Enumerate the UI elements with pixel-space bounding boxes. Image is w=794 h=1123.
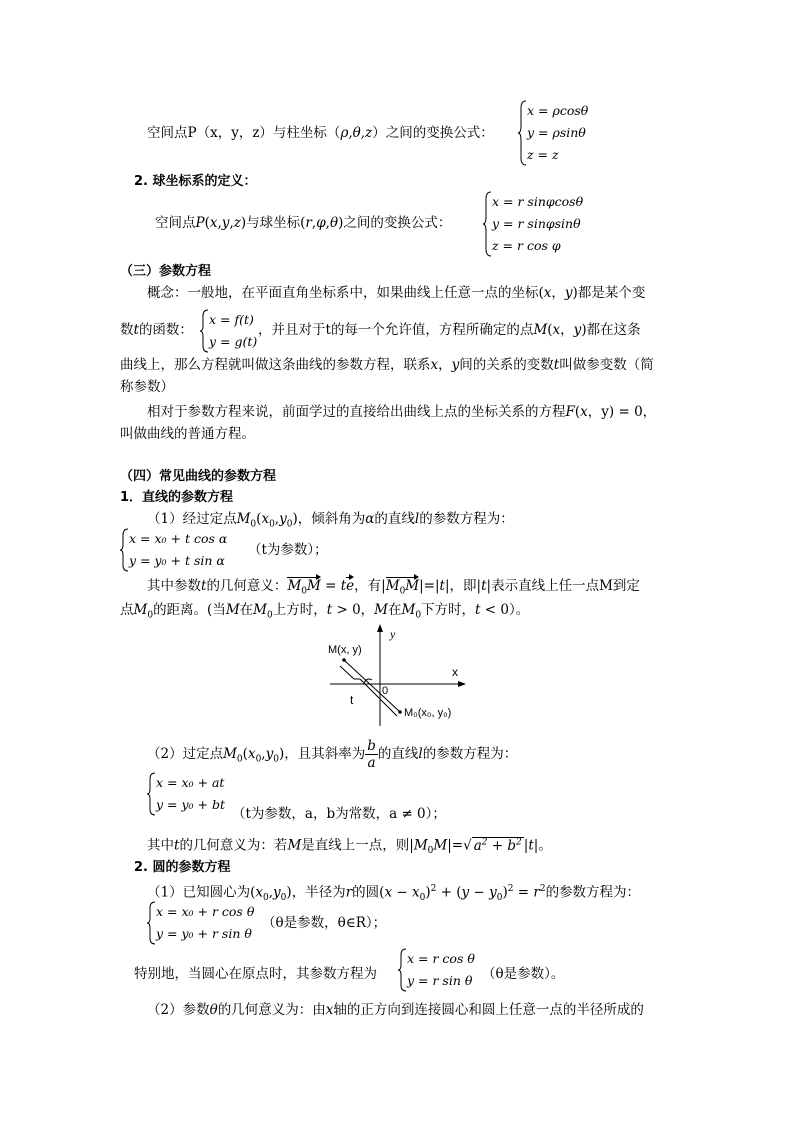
slope-fraction: $\frac{b}{a}$ (367, 738, 376, 771)
concept-l2e: 都在这条 (586, 322, 641, 338)
line2-d: 的参数方程为： (422, 746, 518, 762)
line1-system (120, 528, 260, 572)
circle1-system (147, 901, 267, 945)
line1-d: 的参数方程为： (419, 511, 514, 527)
circle1-row-y: y = y₀ + r sin θ (156, 926, 252, 941)
meaning-line2: 点$M_0$的距离。(当M在$M_0$上方时，t > 0，M在$M_0$下方时，t < 0）。 (120, 602, 530, 621)
meaning2-c: 是直线上一点，则 (301, 837, 410, 854)
sph-row-x: x = r sinφcosθ (492, 194, 584, 209)
line2-a: （2）过定点 (147, 746, 224, 762)
meaning-l2d: 上方时， (272, 602, 327, 618)
general-line1: 相对于参数方程来说，前面学过的直接给出曲线上点的坐标关系的方程F(x，y) = 0， (147, 404, 657, 420)
line1-b: ，倾斜角为 (297, 511, 366, 527)
line1-row-x: x = x₀ + t cos α (129, 531, 228, 546)
circle-origin-note: （θ是参数）。 (482, 966, 565, 982)
sph-system (483, 191, 593, 257)
concept-l3b: 间的关系的变数 (459, 357, 554, 373)
circle2-c: 轴的正方向到连接圆心和圆上任意一点的半径所成的 (333, 1002, 644, 1018)
concept-l1b: 都是某个变 (577, 285, 646, 301)
label-y: y (390, 627, 396, 641)
concept-line1: 概念：一般地，在平面直角坐标系中，如果曲线上任意一点的坐标(x，y)都是某个变 (147, 285, 646, 301)
meaning-l1b: 的几何意义： (206, 578, 288, 594)
general-line2: 叫做曲线的普通方程。 (120, 426, 255, 442)
meaning-line1: 其中参数t的几何意义：$M_0M$ = te，有$|M_0M|=|t|$，即|t|表示直线上任一点M到定 (147, 576, 640, 602)
concept-line2a: 数t的函数： (120, 322, 193, 338)
concept-l3c: 叫做参变数（简 (559, 357, 654, 373)
line-diagram (320, 622, 470, 728)
y-axis-arrow-icon (377, 624, 383, 632)
meaning2-a: 其中 (147, 837, 174, 854)
label-t: t (350, 693, 354, 707)
sph-after: 之间的变换公式： (343, 215, 452, 231)
concept-l2a: 数 (120, 322, 134, 338)
label-m0: M₀(x₀, y₀) (404, 707, 452, 719)
meaning-l2e: ， (360, 602, 375, 618)
sph-mid: 与球坐标 (246, 215, 301, 231)
circle1-intro: （1）已知圆心为$(x_0,y_0)$，半径为r的圆$(x - x_0)^2 + (y - y_0)^2 = r^2$的参数方程为： (147, 884, 641, 904)
line1-intro: （1）经过定点$M_0(x_0,y_0)$，倾斜角为α的直线l的参数方程为： (147, 511, 514, 530)
sph-heading: 2. 球坐标系的定义： (134, 174, 257, 189)
meaning-l2g: 下方时， (421, 602, 476, 618)
sph-text: 空间点 (155, 215, 196, 231)
meaning2-d: 。 (538, 837, 552, 854)
meaning2-line: 其中t的几何意义为：若M是直线上一点，则$|M_0M|=√$ $a^2 + b^2$ |t|。 (147, 837, 552, 857)
general-l1: 相对于参数方程来说，前面学过的直接给出曲线上点的坐标关系的方程 (147, 404, 566, 420)
circle2-a: （2）参数 (147, 1002, 210, 1018)
line-heading: 1．直线的参数方程 (120, 490, 234, 505)
cyl-row-x: x = ρcosθ (527, 103, 589, 118)
concept-l1a: 概念：一般地，在平面直角坐标系中，如果曲线上任意一点的坐标 (147, 285, 539, 301)
cyl-coord: ρ,θ,z (340, 125, 373, 141)
cylindrical-formula-line (147, 123, 494, 143)
line2-b: ，且其斜率为 (284, 746, 366, 762)
cyl-text: 空间点P（x，y，z）与柱坐标（ (147, 125, 341, 141)
circle2-line: （2）参数θ的几何意义为：由x轴的正方向到连接圆心和圆上任意一点的半径所成的 (147, 1002, 644, 1018)
circle1-row-x: x = x₀ + r cos θ (156, 904, 255, 919)
meaning-l1a: 其中参数 (147, 578, 201, 594)
circle-origin-row-x: x = r cos θ (407, 951, 475, 966)
line2-row-y: y = y₀ + bt (156, 797, 226, 812)
sph-row-y: y = r sinφsinθ (492, 216, 581, 231)
circle-origin-text: 特别地，当圆心在原点时，其参数方程为 (134, 966, 377, 982)
line1-note: （t为参数）； (248, 542, 328, 558)
cyl-system (518, 100, 608, 166)
label-x: x (452, 665, 458, 679)
meaning-l1c: ，有 (354, 578, 382, 594)
circle-heading: 2. 圆的参数方程 (134, 860, 231, 875)
concept-l2c: ，并且对于 (258, 322, 326, 338)
cyl-after: ）之间的变换公式： (372, 125, 494, 141)
sph-formula-line: 空间点P(x,y,z)与球坐标(r,φ,θ)之间的变换公式： (155, 215, 452, 231)
line2-note: （t为参数，a，b为常数，a ≠ 0）； (232, 806, 446, 822)
meaning-l2a: 点 (120, 602, 134, 618)
line2-c: 的直线 (377, 746, 419, 762)
sec3-heading: （三）参数方程 (120, 264, 212, 279)
meaning-l1e: 表示直线上任一点M到定 (491, 578, 640, 594)
meaning-l2f: 在 (387, 602, 402, 618)
circle2-b: 的几何意义为：由 (217, 1002, 326, 1018)
concept-line2b: ，并且对于t的每一个允许值，方程所确定的点M(x，y)都在这条 (258, 322, 641, 338)
concept-l3: 曲线上，那么方程就叫做这条曲线的参数方程，联系 (120, 357, 431, 373)
concept-row-y: y = g(t) (209, 334, 258, 349)
concept-line4: 称参数） (120, 379, 174, 395)
meaning-l2c: 在 (239, 602, 254, 618)
circle-origin-system (398, 948, 488, 992)
line1-row-y: y = y₀ + t sin α (129, 553, 225, 568)
concept-row-x: x = f(t) (209, 312, 254, 327)
concept-line3: 曲线上，那么方程就叫做这条曲线的参数方程，联系x，y间的关系的变数t叫做参变数（简 (120, 357, 654, 373)
sph-row-z: z = r cos φ (492, 238, 561, 253)
meaning-l1d: ，即 (449, 578, 477, 594)
circle1-b: ，半径为 (291, 884, 346, 901)
label-origin: 0 (382, 685, 389, 697)
point-m (342, 658, 346, 662)
circle1-note: （θ是参数，θ∈R）； (262, 915, 387, 931)
label-m: M(x, y) (328, 644, 362, 656)
circle-origin-row-y: y = r sin θ (407, 973, 473, 988)
line1-c: 的直线 (374, 511, 415, 527)
meaning-l2h: ）。 (508, 602, 530, 618)
circle1-d: 的参数方程为： (545, 884, 641, 901)
cyl-row-y: y = ρsinθ (527, 125, 586, 140)
line1-a: （1）经过定点 (147, 511, 237, 527)
x-axis-arrow-icon (458, 681, 466, 687)
concept-l2d: 的每一个允许值，方程所确定的点 (330, 322, 534, 338)
meaning-l2b: 的距离。(当 (153, 602, 226, 618)
concept-l2b: 的函数： (138, 322, 193, 338)
cyl-row-z: z = z (527, 147, 559, 162)
line2-intro: （2）过定点$M_0(x_0,y_0)$，且其斜率为 $\frac{b}{a}$ 的直线l的参数方程为： (147, 738, 518, 771)
meaning2-b: 的几何意义为：若 (179, 837, 288, 854)
circle1-c: 的圆 (352, 884, 380, 901)
t-segment (340, 666, 397, 716)
line2-row-x: x = x₀ + at (156, 775, 225, 790)
point-m0 (398, 710, 402, 714)
circle1-a: （1）已知圆心为 (147, 884, 251, 901)
sec4-heading: （四）常见曲线的参数方程 (120, 469, 277, 484)
